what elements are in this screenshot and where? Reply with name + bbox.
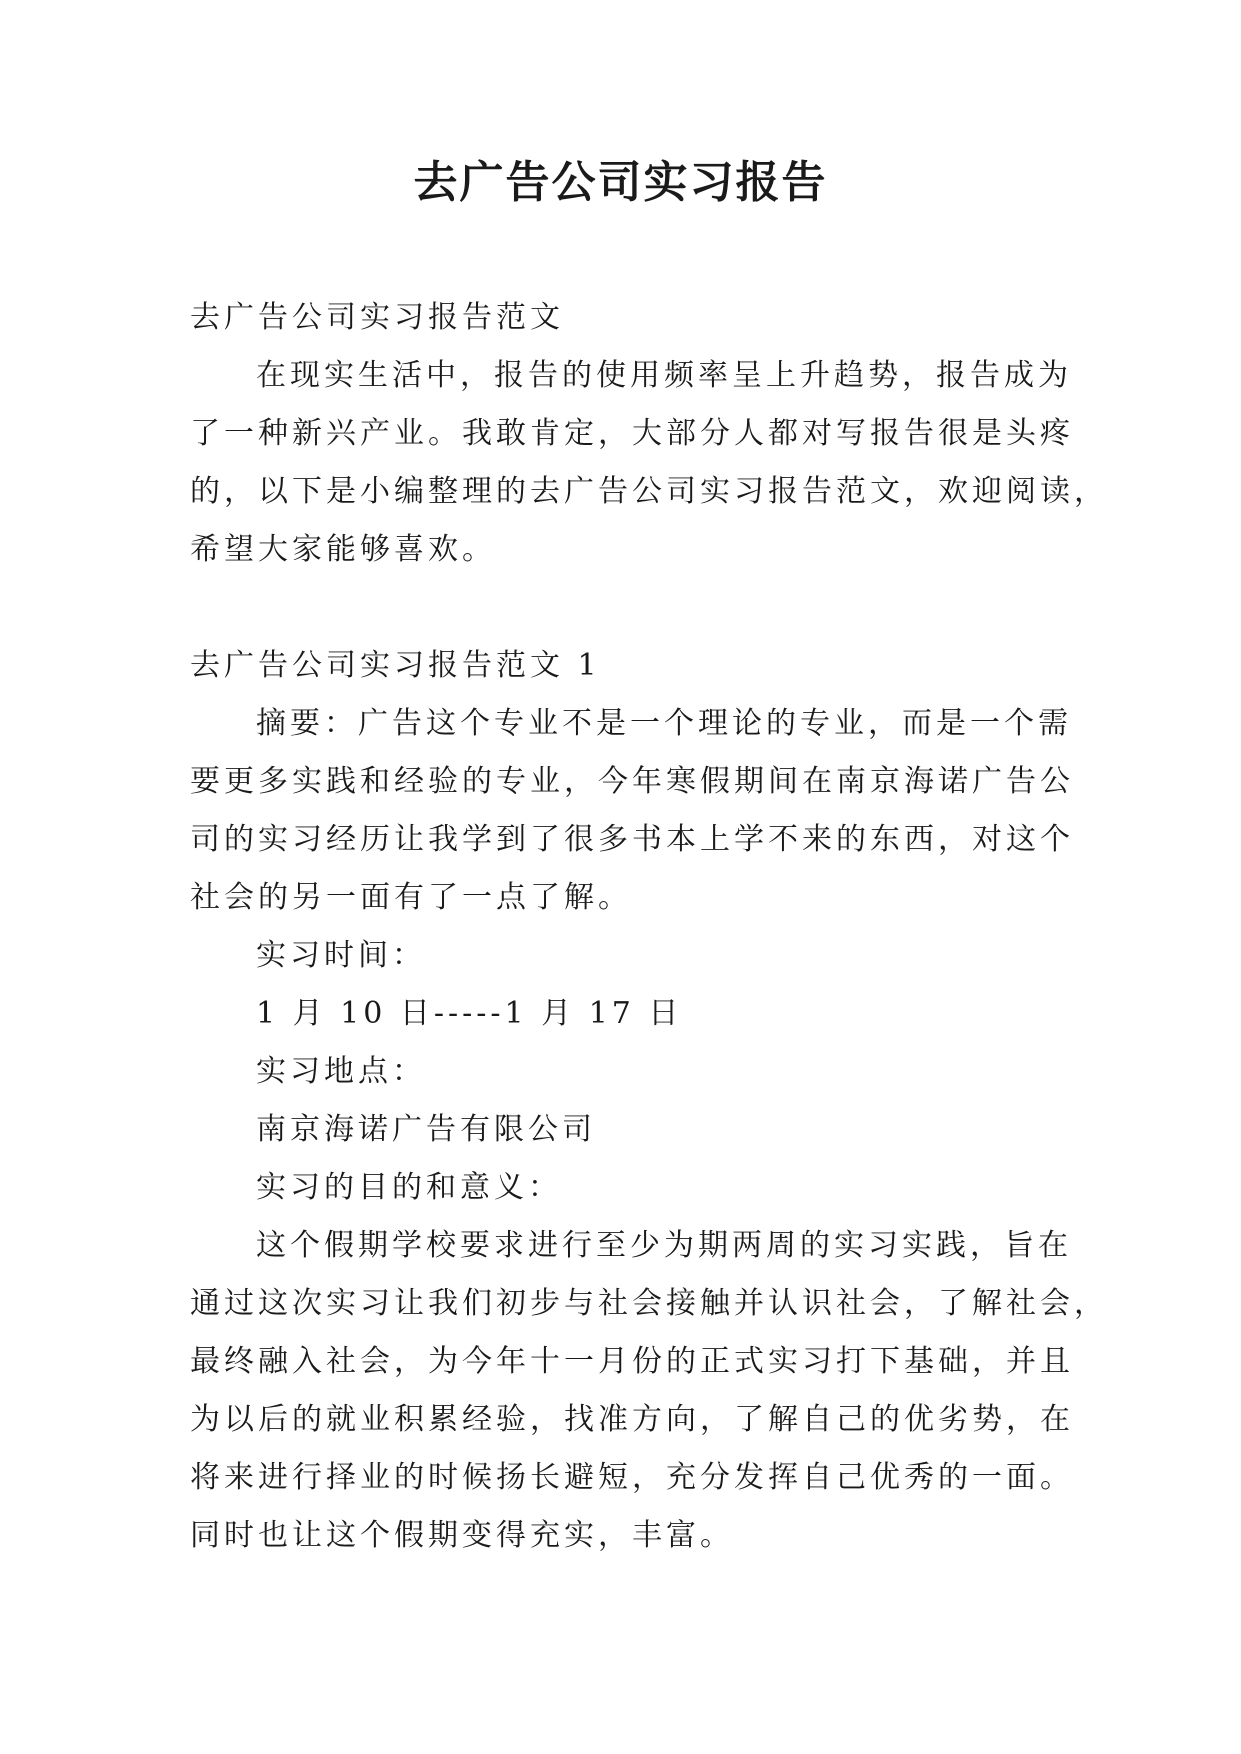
intro-line-1: 在现实生活中，报告的使用频率呈上升趋势，报告成为 — [256, 358, 1072, 393]
time-label: 实习时间： — [256, 938, 426, 973]
section-heading: 去广告公司实习报告范文 1 — [190, 648, 601, 683]
purpose-label: 实习的目的和意义： — [256, 1170, 562, 1205]
purpose-line-5: 将来进行择业的时候扬长避短，充分发挥自己优秀的一面。 — [190, 1460, 1074, 1495]
abstract-line-4: 社会的另一面有了一点了解。 — [190, 880, 632, 915]
purpose-line-6: 同时也让这个假期变得充实，丰富。 — [190, 1518, 734, 1553]
purpose-line-1: 这个假期学校要求进行至少为期两周的实习实践，旨在 — [256, 1228, 1072, 1263]
intro-line-2: 了一种新兴产业。我敢肯定，大部分人都对写报告很是头疼 — [190, 416, 1074, 451]
intro-line-4: 希望大家能够喜欢。 — [190, 532, 496, 567]
place-value: 南京海诺广告有限公司 — [256, 1112, 596, 1147]
time-value: 1 月 10 日-----1 月 17 日 — [256, 996, 683, 1031]
document-title: 去广告公司实习报告 — [413, 157, 828, 208]
abstract-line-2: 要更多实践和经验的专业，今年寒假期间在南京海诺广告公 — [190, 764, 1074, 799]
abstract-line-1: 摘要：广告这个专业不是一个理论的专业，而是一个需 — [256, 706, 1072, 741]
place-label: 实习地点： — [256, 1054, 426, 1089]
purpose-line-3: 最终融入社会，为今年十一月份的正式实习打下基础，并且 — [190, 1344, 1074, 1379]
purpose-line-2: 通过这次实习让我们初步与社会接触并认识社会，了解社会， — [190, 1286, 1108, 1321]
subheading: 去广告公司实习报告范文 — [190, 300, 564, 335]
intro-line-3: 的，以下是小编整理的去广告公司实习报告范文，欢迎阅读， — [190, 474, 1108, 509]
purpose-line-4: 为以后的就业积累经验，找准方向，了解自己的优劣势，在 — [190, 1402, 1074, 1437]
abstract-line-3: 司的实习经历让我学到了很多书本上学不来的东西，对这个 — [190, 822, 1074, 857]
